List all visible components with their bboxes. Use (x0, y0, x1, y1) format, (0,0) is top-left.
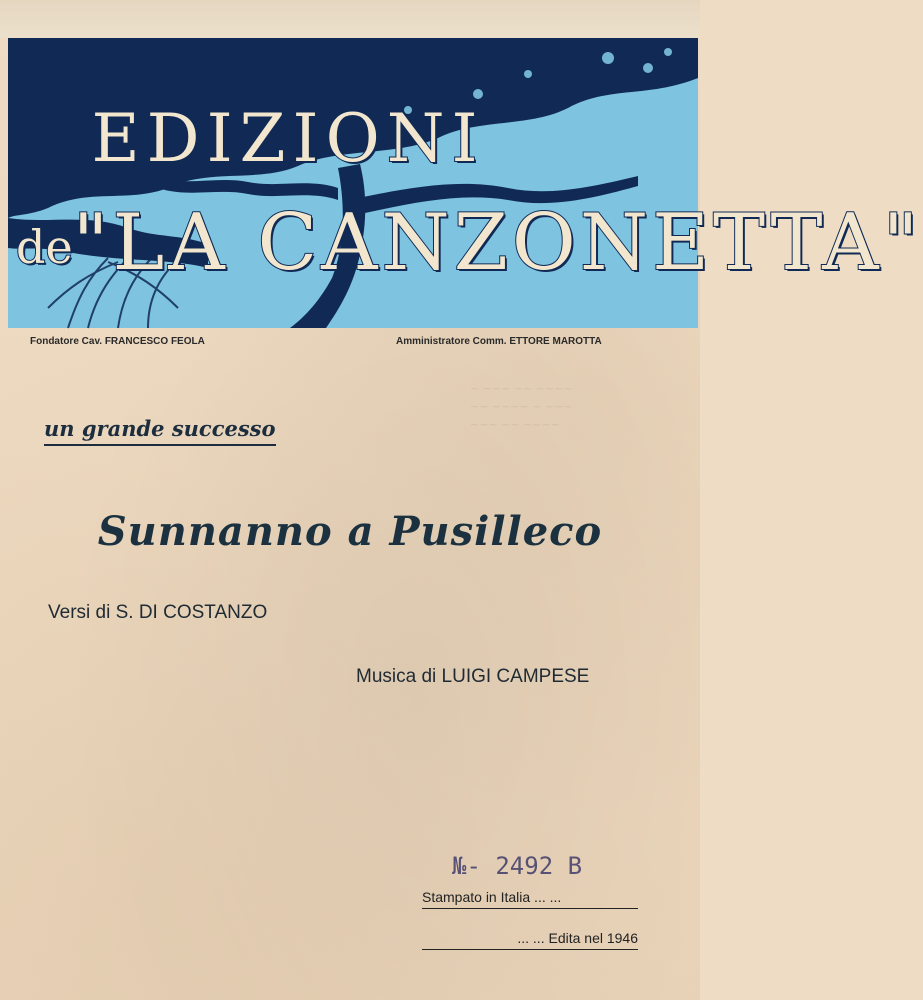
administrator-credit: Amministratore Comm. ETTORE MAROTTA (396, 336, 602, 347)
catalog-stamp: №- 2492 B (452, 852, 583, 880)
banner-title-publisher (16, 198, 923, 288)
tagline: un grande successo (44, 416, 276, 446)
music-credit: Musica di LUIGI CAMPESE (356, 666, 590, 687)
printed-in-italy: Stampato in Italia ... ... (422, 889, 638, 909)
founder-credit: Fondatore Cav. FRANCESCO FEOLA (30, 336, 205, 347)
publisher-banner (8, 38, 923, 328)
banner-title-editions: EDIZIONI (91, 100, 485, 177)
banner-publisher-name: "LA CANZONETTA" (72, 198, 923, 288)
song-title: Sunnanno a Pusilleco (97, 508, 603, 555)
lyrics-credit: Versi di S. DI COSTANZO (48, 602, 268, 623)
banner-prefix: de (16, 220, 73, 274)
top-margin (0, 0, 700, 38)
bleed-through-texture: ~ ~~~ ~~ ~~~~ ~~ ~~~~ ~ ~~~ ~~~ ~~ ~~~~ (470, 382, 573, 431)
edition-year: ... ... Edita nel 1946 (422, 930, 638, 950)
